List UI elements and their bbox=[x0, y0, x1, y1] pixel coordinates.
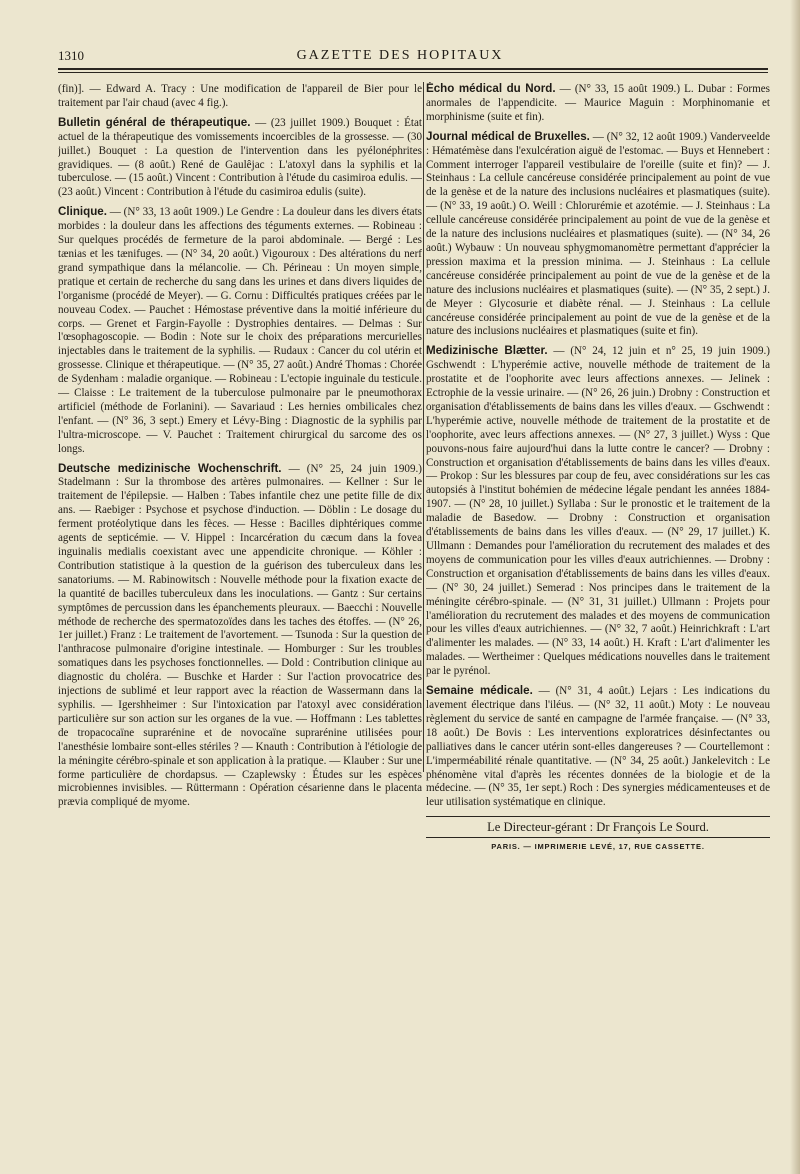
header-rule bbox=[58, 68, 768, 70]
page-number: 1310 bbox=[58, 48, 84, 63]
left-column bbox=[58, 82, 422, 1167]
footer-rule-thin bbox=[426, 837, 770, 838]
entry-text: (fin)]. — Edward A. Tracy : Une modification de l'appareil de Bier pour le traitement par l'air chaud (avec 4 fig.). bbox=[58, 83, 422, 109]
journal-heading: Semaine médicale. bbox=[426, 684, 533, 698]
entry-text: — (N° 24, 12 juin et n° 25, 19 juin 1909.) Gschwendt : L'hyperémie active, nouvelle méthode de traitement de la prostatite et de l'oophorite avec leurs affections annexes. — Jelinek : Ectrophie de la vessie urinaire. — (N° 26, 26 juin.) Drobny : Construction et organisation d'établissements de bains dans les villes d'eaux. — Gschwendt : L'hyperémie active, nouvelle méthode de traitement de la prostatite et de l'oophorite, avec leurs affections annexes. — (N° 27, 3 juillet.) Wyss : Que pouvons-nous faire aujourd'hui dans la lutte contre le cancer? — Drobny : Construction et organisation d'établissements de bains dans les villes d'eaux. — Prokop : Sur les blessures par coup de feu, avec considérations sur les cas autopsiés à l'institut bohémien de médecine légale pendant les années 1884-1907. — (N° 28, 10 juillet.) Syllaba : Sur le pronostic et le traitement de la maladie de Basedow. — Drobny : Construction et organisation d'établissements de bains dans les villes d'eaux. — (N° 29, 17 juillet.) K. Ullmann : Demandes pour l'amélioration du recrutement des malades et des moyens de communication pour les villes d'eaux autrichiennes. — Drobny : Construction et organisation d'établissements de bains dans les villes d'eaux. — (N° 30, 24 juillet.) Semerad : Nos principes dans le traitement de la méningite cérébro-spinale. — (N° 31, 31 juillet.) Ullmann : Projets pour l'amélioration du recrutement des malades et des moyens de communication pour les villes d'eaux autrichiennes. — (N° 32, 7 août.) Heinrichkraft : L'art d'alimenter les malades. — (N° 33, 14 août.) H. Kraft : L'art d'alimenter les malades. — Wertheimer : Quelques médications nouvelles dans le traitement par le pyrénol. bbox=[426, 345, 770, 678]
column-divider bbox=[423, 82, 424, 772]
entry-text: — (23 juillet 1909.) Bouquet : État actuel de la thérapeutique des vomissements incoercibles de la grossesse. — (30 juillet.) Bouquet : La question de l'intervention dans les pyélonéphrites gravidiques. — (8 août.) René de Gaulêjac : L'atoxyl dans la syphilis et la tuberculose. — (15 août.) Vincent : Contribution à l'étude du casimiroa edulis. — (23 août.) Vincent : Contribution à l'étude du casimiroa edulis (suite). bbox=[58, 116, 422, 199]
entry-text: — (N° 33, 15 août 1909.) L. Dubar : Formes anormales de l'appendicite. — Maurice Maguin : Morphinomanie et morphinisme (suite et fin). bbox=[426, 83, 770, 123]
header-rule-thin bbox=[58, 72, 768, 73]
entry-paragraph bbox=[426, 82, 770, 125]
entry-text: — (N° 31, 4 août.) Lejars : Les indications du lavement électrique dans l'iléus. — (N° 32, 11 août.) Moty : Le nouveau règlement du service de santé en campagne de l'armée française. — (N° 33, 18 août.) De Bovis : Les interventions exploratrices désinfectantes ou palliatives dans le cancer utérin sont-elles dangereuses ? — Courtellemont : L'imperméabilité rénale quantitative. — (N° 34, 25 août.) Jankelevitch : Le phénomène vital d'après les récentes données de la biologie et de la médecine. — (N° 35, 1er sept.) Roch : Des synergies médicamenteuses et de leur utilisation systématique en clinique. bbox=[426, 685, 770, 809]
page-header bbox=[0, 48, 800, 68]
director-signature: Le Directeur-gérant : Dr François Le Sourd. bbox=[487, 820, 709, 835]
journal-heading: Deutsche medizinische Wochenschrift. bbox=[58, 461, 282, 475]
entry-paragraph bbox=[426, 684, 770, 810]
entry-text: — (N° 33, 13 août 1909.) Le Gendre : La douleur dans les divers états morbides : la douleur dans les affections des téguments externes. — Robineau : Sur quelques procédés de fermeture de la paroi abdominale. — Bergé : Les tænias et les tænifuges. — (N° 34, 20 août.) Vigouroux : Des altérations du nerf grand sympathique dans la mélancolie. — Ch. Périneau : Un moyen simple, pratique et certain de recherche du sang dans les urines et dans divers liquides de l'organisme (procédé de Meyer). — G. Cornu : Difficultés pratiques créées par le nouveau Codex. — Pauchet : Hémostase préventive dans la moitié inférieure du corps. — Grenet et Fargin-Fayolle : Dystrophies dentaires. — Delmas : Sur l'œsophagoscopie. — Bodin : Note sur le choix des préparations mercurielles injectables dans le traitement de la syphilis. — Rudaux : Cancer du col utérin et grossesse. Clinique et thérapeutique. — (N° 35, 27 août.) André Thomas : Chorée de Sydenham : maladie organique. — Robineau : L'ectopie inguinale du testicule. — Claisse : Le traitement de la tuberculose pulmonaire par le pneumothorax artificiel (méthode de Forlanini). — Savariaud : Les hernies ombilicales chez l'enfant. — (N° 36, 3 sept.) Emery et Lévy-Bing : Diagnostic de la syphilis par l'ultra-microscope. — V. Pauchet : Traitement chirurgical du sarcome des os longs. bbox=[58, 206, 422, 455]
footer-rule bbox=[426, 816, 770, 817]
entry-text: — (N° 25, 24 juin 1909.) Stadelmann : Sur la thrombose des artères pulmonaires. — Kellner : Sur le traitement de l'épilepsie. — Halben : Tabes infantile chez une petite fille de dix ans. — Raebiger : Psychose et psychose d'induction. — Döblin : Le dosage du ferment protéolytique dans les fèces. — Hesse : Bacilles diphtériques comme agents de septicémie. — V. Hippel : Incarcération du cæcum dans la fovea inguinalis medialis coexistant avec une appendicite chronique. — Köhler : Contribution statistique à la question de la guérison des tuberculeux dans les sanatoriums. — M. Rabinowitsch : Nouvelle méthode pour la fixation exacte de la quantité de bacilles tuberculeux dans les inoculations. — Gantz : Sur certains symptômes de percussion dans les épanchements pleuraux. — Baecchi : Nouvelle méthode de recherche des spermatozoïdes dans les taches des étoffes. — (N° 26, 1er juillet.) Franz : Le traitement de l'avortement. — Tsunoda : Sur la question de l'anthracose pulmonaire d'origine intestinale. — Homburger : Sur les troubles somatiques dans les psychoses fonctionnelles. — Dold : Contribution clinique au diagnostic du choléra. — Buschke et Harder : Sur l'action provocatrice des injections de sublimé et leur rapport avec la réaction de Wassermann dans la syphilis. — Igershheimer : Sur l'intoxication par l'atoxyl avec considération particulière sur son action sur les organes de la vue. — Hoffmann : Les tablettes de tropacocaïne suprarénine et de novocaïne suprarénine utilisées pour l'anesthésie lombaire sont-elles stériles ? — Knauth : Contribution à l'étiologie de la méningite cérébro-spinale et son application à la pratique. — Klauber : Sur une forme particulière de chordapsus. — Czaplewsky : Études sur les espèces microbiennes invisibles. — Rüttermann : Opération césarienne dans le placenta prævia compliqué de myome. bbox=[58, 462, 422, 809]
running-title: GAZETTE DES HOPITAUX bbox=[296, 48, 504, 63]
entry-paragraph bbox=[58, 116, 422, 200]
entry-paragraph bbox=[58, 205, 422, 456]
entry-paragraph bbox=[426, 344, 770, 679]
journal-heading: Medizinische Blætter. bbox=[426, 344, 548, 358]
entry-paragraph bbox=[58, 462, 422, 811]
journal-heading: Bulletin général de thérapeutique. bbox=[58, 115, 251, 129]
entry-text: — (N° 32, 12 août 1909.) Vanderveelde : Hématémèse dans l'exulcération aiguë de l'estomac. — Buys et Hennebert : Comment interroger l'appareil vestibulaire de l'oreille (suite et fin)? — J. Steinhaus : La cellule cancéreuse considérée principalement au point de vue de la genèse et de la nature des inclusions nucléaires et plasmatiques (suite). — (N° 33, 19 août.) O. Weill : Chlorurémie et azotémie. — J. Steinhaus : La cellule cancéreuse considérée principalement au point de vue de la genèse et de la nature des inclusions nucléaires et plasmatiques (suite). — (N° 34, 26 août.) Wybauw : Un nouveau sphygmomanomètre permettant d'apprécier la pression maxima et la pression minima. — J. Steinhaus : La cellule cancéreuse considérée principalement au point de vue de la genèse et de la nature des inclusions nucléaires et plasmatiques (suite). — (N° 35, 2 sept.) J. de Meyer : Glycosurie et diabète rénal. — J. Steinhaus : La cellule cancéreuse considérée principalement au point de vue de la genèse et de la nature des inclusions nucléaires et plasmatiques (suite et fin). bbox=[426, 130, 770, 338]
journal-heading: Journal médical de Bruxelles. bbox=[426, 129, 590, 143]
journal-heading: Écho médical du Nord. bbox=[426, 82, 556, 95]
printer-imprint: PARIS. — IMPRIMERIE LEVÉ, 17, RUE CASSETTE. bbox=[491, 842, 705, 852]
right-column bbox=[426, 82, 770, 1167]
entry-paragraph bbox=[58, 82, 422, 111]
page-edge-shadow bbox=[790, 0, 800, 1174]
journal-heading: Clinique. bbox=[58, 205, 107, 219]
entry-paragraph bbox=[426, 130, 770, 340]
